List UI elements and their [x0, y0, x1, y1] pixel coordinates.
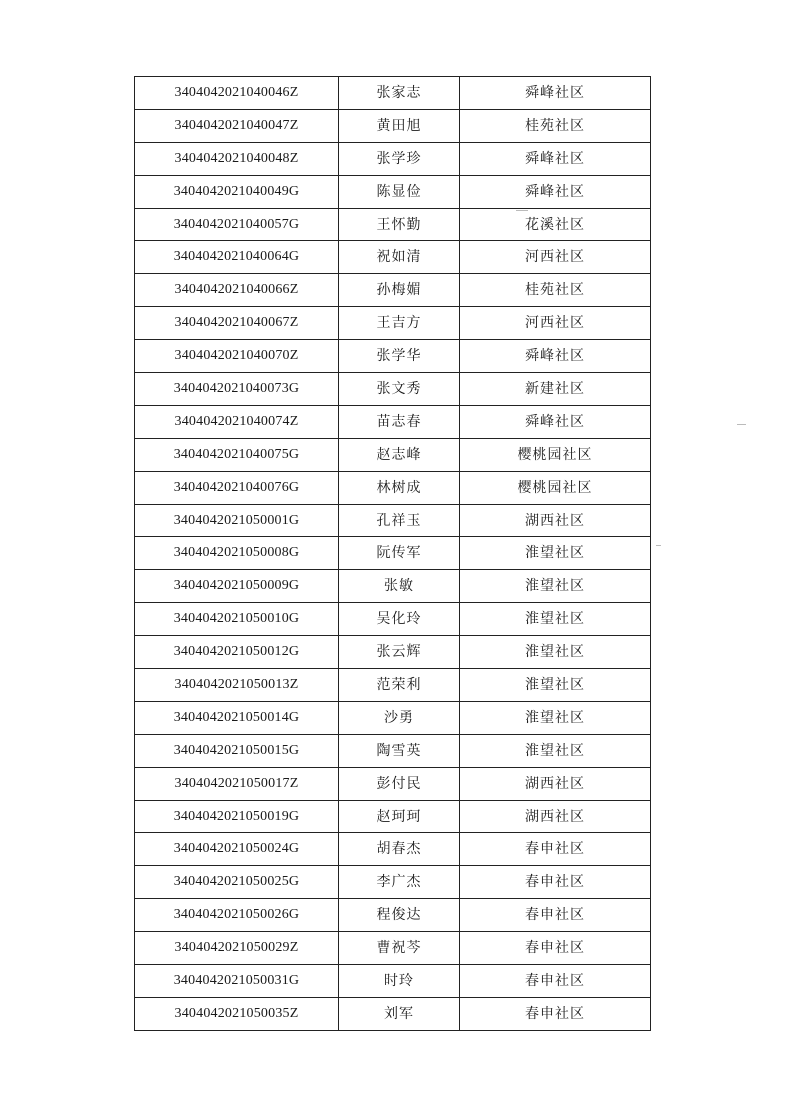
cell-community: 淮望社区: [460, 636, 651, 669]
cell-person-name: 陈显俭: [339, 175, 460, 208]
cell-community: 花溪社区: [460, 208, 651, 241]
table-row: [135, 438, 651, 471]
cell-community: 春申社区: [460, 965, 651, 998]
cell-record-id: 3404042021040064G: [135, 241, 339, 274]
table-row: [135, 241, 651, 274]
table-row: [135, 833, 651, 866]
cell-record-id: 3404042021040049G: [135, 175, 339, 208]
table-row: [135, 175, 651, 208]
scan-speck: [516, 210, 528, 211]
cell-record-id: 3404042021050029Z: [135, 932, 339, 965]
table-row: [135, 537, 651, 570]
cell-record-id: 3404042021050001G: [135, 504, 339, 537]
cell-community: 河西社区: [460, 307, 651, 340]
cell-community: 桂苑社区: [460, 109, 651, 142]
cell-community: 桂苑社区: [460, 274, 651, 307]
table-row: [135, 142, 651, 175]
table-row: [135, 504, 651, 537]
cell-record-id: 3404042021040047Z: [135, 109, 339, 142]
cell-community: 湖西社区: [460, 767, 651, 800]
cell-person-name: 阮传军: [339, 537, 460, 570]
cell-record-id: 3404042021040046Z: [135, 77, 339, 110]
cell-record-id: 3404042021050026G: [135, 899, 339, 932]
cell-community: 春申社区: [460, 899, 651, 932]
table-row: [135, 932, 651, 965]
cell-record-id: 3404042021050013Z: [135, 669, 339, 702]
cell-record-id: 3404042021050017Z: [135, 767, 339, 800]
cell-community: 春申社区: [460, 866, 651, 899]
cell-community: 淮望社区: [460, 701, 651, 734]
cell-community: 淮望社区: [460, 603, 651, 636]
cell-person-name: 范荣利: [339, 669, 460, 702]
cell-record-id: 3404042021050025G: [135, 866, 339, 899]
cell-person-name: 张学华: [339, 340, 460, 373]
cell-record-id: 3404042021050015G: [135, 734, 339, 767]
cell-person-name: 张学珍: [339, 142, 460, 175]
scan-speck: [656, 545, 661, 546]
table-row: [135, 899, 651, 932]
cell-community: 春申社区: [460, 997, 651, 1030]
table-row: [135, 997, 651, 1030]
table-row: [135, 109, 651, 142]
cell-community: 舜峰社区: [460, 405, 651, 438]
table-row: [135, 274, 651, 307]
cell-person-name: 王怀勤: [339, 208, 460, 241]
cell-record-id: 3404042021050008G: [135, 537, 339, 570]
cell-community: 淮望社区: [460, 537, 651, 570]
cell-community: 春申社区: [460, 932, 651, 965]
table-row: [135, 636, 651, 669]
cell-person-name: 赵志峰: [339, 438, 460, 471]
cell-community: 舜峰社区: [460, 77, 651, 110]
table-row: [135, 405, 651, 438]
cell-record-id: 3404042021050019G: [135, 800, 339, 833]
cell-person-name: 程俊达: [339, 899, 460, 932]
cell-record-id: 3404042021040048Z: [135, 142, 339, 175]
cell-person-name: 祝如清: [339, 241, 460, 274]
cell-record-id: 3404042021040074Z: [135, 405, 339, 438]
cell-person-name: 时玲: [339, 965, 460, 998]
record-table-body: [135, 77, 651, 1031]
cell-record-id: 3404042021040057G: [135, 208, 339, 241]
table-row: [135, 603, 651, 636]
cell-person-name: 孙梅媚: [339, 274, 460, 307]
cell-person-name: 张云辉: [339, 636, 460, 669]
cell-record-id: 3404042021040067Z: [135, 307, 339, 340]
table-row: [135, 570, 651, 603]
table-row: [135, 307, 651, 340]
cell-person-name: 李广杰: [339, 866, 460, 899]
table-row: [135, 471, 651, 504]
cell-record-id: 3404042021050035Z: [135, 997, 339, 1030]
table-row: [135, 77, 651, 110]
cell-person-name: 赵珂珂: [339, 800, 460, 833]
cell-person-name: 张家志: [339, 77, 460, 110]
cell-person-name: 张文秀: [339, 373, 460, 406]
table-row: [135, 669, 651, 702]
scan-speck: [737, 424, 746, 425]
cell-community: 淮望社区: [460, 669, 651, 702]
table-row: [135, 208, 651, 241]
cell-record-id: 3404042021040066Z: [135, 274, 339, 307]
cell-community: 春申社区: [460, 833, 651, 866]
table-row: [135, 767, 651, 800]
cell-record-id: 3404042021040073G: [135, 373, 339, 406]
cell-community: 河西社区: [460, 241, 651, 274]
cell-person-name: 王吉方: [339, 307, 460, 340]
cell-person-name: 胡春杰: [339, 833, 460, 866]
cell-person-name: 吴化玲: [339, 603, 460, 636]
cell-community: 舜峰社区: [460, 142, 651, 175]
cell-community: 淮望社区: [460, 570, 651, 603]
cell-community: 淮望社区: [460, 734, 651, 767]
cell-community: 湖西社区: [460, 504, 651, 537]
cell-person-name: 林树成: [339, 471, 460, 504]
cell-record-id: 3404042021040075G: [135, 438, 339, 471]
cell-record-id: 3404042021050009G: [135, 570, 339, 603]
cell-record-id: 3404042021050031G: [135, 965, 339, 998]
cell-community: 新建社区: [460, 373, 651, 406]
cell-community: 舜峰社区: [460, 175, 651, 208]
cell-person-name: 黄田旭: [339, 109, 460, 142]
table-row: [135, 373, 651, 406]
cell-person-name: 张敏: [339, 570, 460, 603]
table-row: [135, 701, 651, 734]
table-row: [135, 340, 651, 373]
cell-community: 樱桃园社区: [460, 438, 651, 471]
cell-person-name: 苗志春: [339, 405, 460, 438]
cell-record-id: 3404042021050010G: [135, 603, 339, 636]
table-row: [135, 734, 651, 767]
cell-person-name: 彭付民: [339, 767, 460, 800]
cell-community: 舜峰社区: [460, 340, 651, 373]
table-row: [135, 965, 651, 998]
cell-community: 湖西社区: [460, 800, 651, 833]
cell-person-name: 刘军: [339, 997, 460, 1030]
table-row: [135, 800, 651, 833]
cell-record-id: 3404042021050014G: [135, 701, 339, 734]
cell-community: 樱桃园社区: [460, 471, 651, 504]
cell-person-name: 沙勇: [339, 701, 460, 734]
cell-person-name: 孔祥玉: [339, 504, 460, 537]
cell-record-id: 3404042021040076G: [135, 471, 339, 504]
cell-record-id: 3404042021040070Z: [135, 340, 339, 373]
table-row: [135, 866, 651, 899]
cell-person-name: 陶雪英: [339, 734, 460, 767]
cell-record-id: 3404042021050012G: [135, 636, 339, 669]
cell-person-name: 曹祝芩: [339, 932, 460, 965]
cell-record-id: 3404042021050024G: [135, 833, 339, 866]
record-table: [134, 76, 651, 1031]
